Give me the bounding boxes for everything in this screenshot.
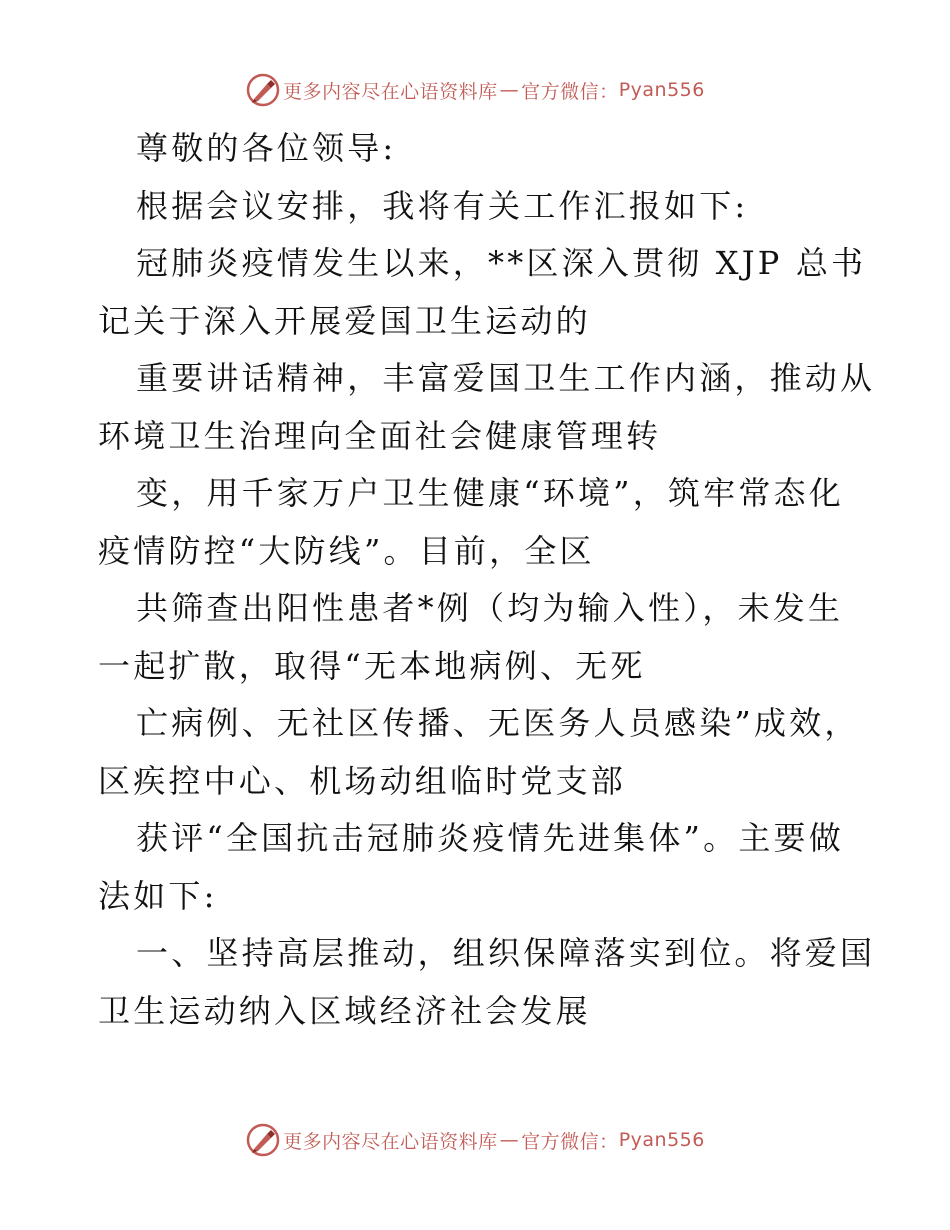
paragraph-line: 冠肺炎疫情发生以来，**区深入贯彻 XJP 总书 [136,244,867,282]
paragraph-line: 卫生运动纳入区域经济社会发展 [98,991,591,1030]
paragraph-line: 一、坚持高层推动，组织保障落实到位。将爱国 [136,934,876,972]
watermark-wechat-label: 官方微信： [521,80,619,103]
watermark-separator: — [499,79,520,101]
paragraph-line: 共筛查出阳性患者*例（均为输入性），未发生 [136,589,844,627]
paragraph-line: 变，用千家万户卫生健康“环境”，筑牢常态化 [136,474,844,512]
paragraph-line: 区疾控中心、机场动组临时党支部 [98,761,627,800]
watermark-separator: — [499,1129,520,1151]
paragraph-line: 环境卫生治理向全面社会健康管理转 [98,416,662,455]
paragraph-line: 尊敬的各位领导: [136,129,397,167]
paragraph-line: 亡病例、无社区传播、无医务人员感染”成效， [136,704,860,742]
paragraph-line: 法如下: [98,876,218,915]
paragraph-line: 一起扩散，取得“无本地病例、无死 [98,646,646,685]
watermark-site-text: 更多内容尽在心语资料库 [283,80,498,103]
pen-logo-icon [245,72,281,108]
paragraph-line: 疫情防控“大防线”。目前，全区 [98,531,595,570]
pen-logo-icon [245,1122,281,1158]
watermark-site-text: 更多内容尽在心语资料库 [283,1130,498,1153]
watermark-wechat-id: Pyan556 [618,79,705,101]
watermark-header [0,70,950,110]
paragraph-line: 获评“全国抗击冠肺炎疫情先进集体”。主要做 [136,819,844,857]
paragraph-line: 记关于深入开展爱国卫生运动的 [98,301,591,340]
watermark-footer [0,1120,950,1160]
paragraph-line: 重要讲话精神，丰富爱国卫生工作内涵，推动从 [136,359,876,397]
paragraph-line: 根据会议安排，我将有关工作汇报如下: [136,186,749,225]
document-body [98,120,876,1040]
watermark-wechat-id: Pyan556 [618,1129,705,1151]
watermark-wechat-label: 官方微信： [521,1130,619,1153]
